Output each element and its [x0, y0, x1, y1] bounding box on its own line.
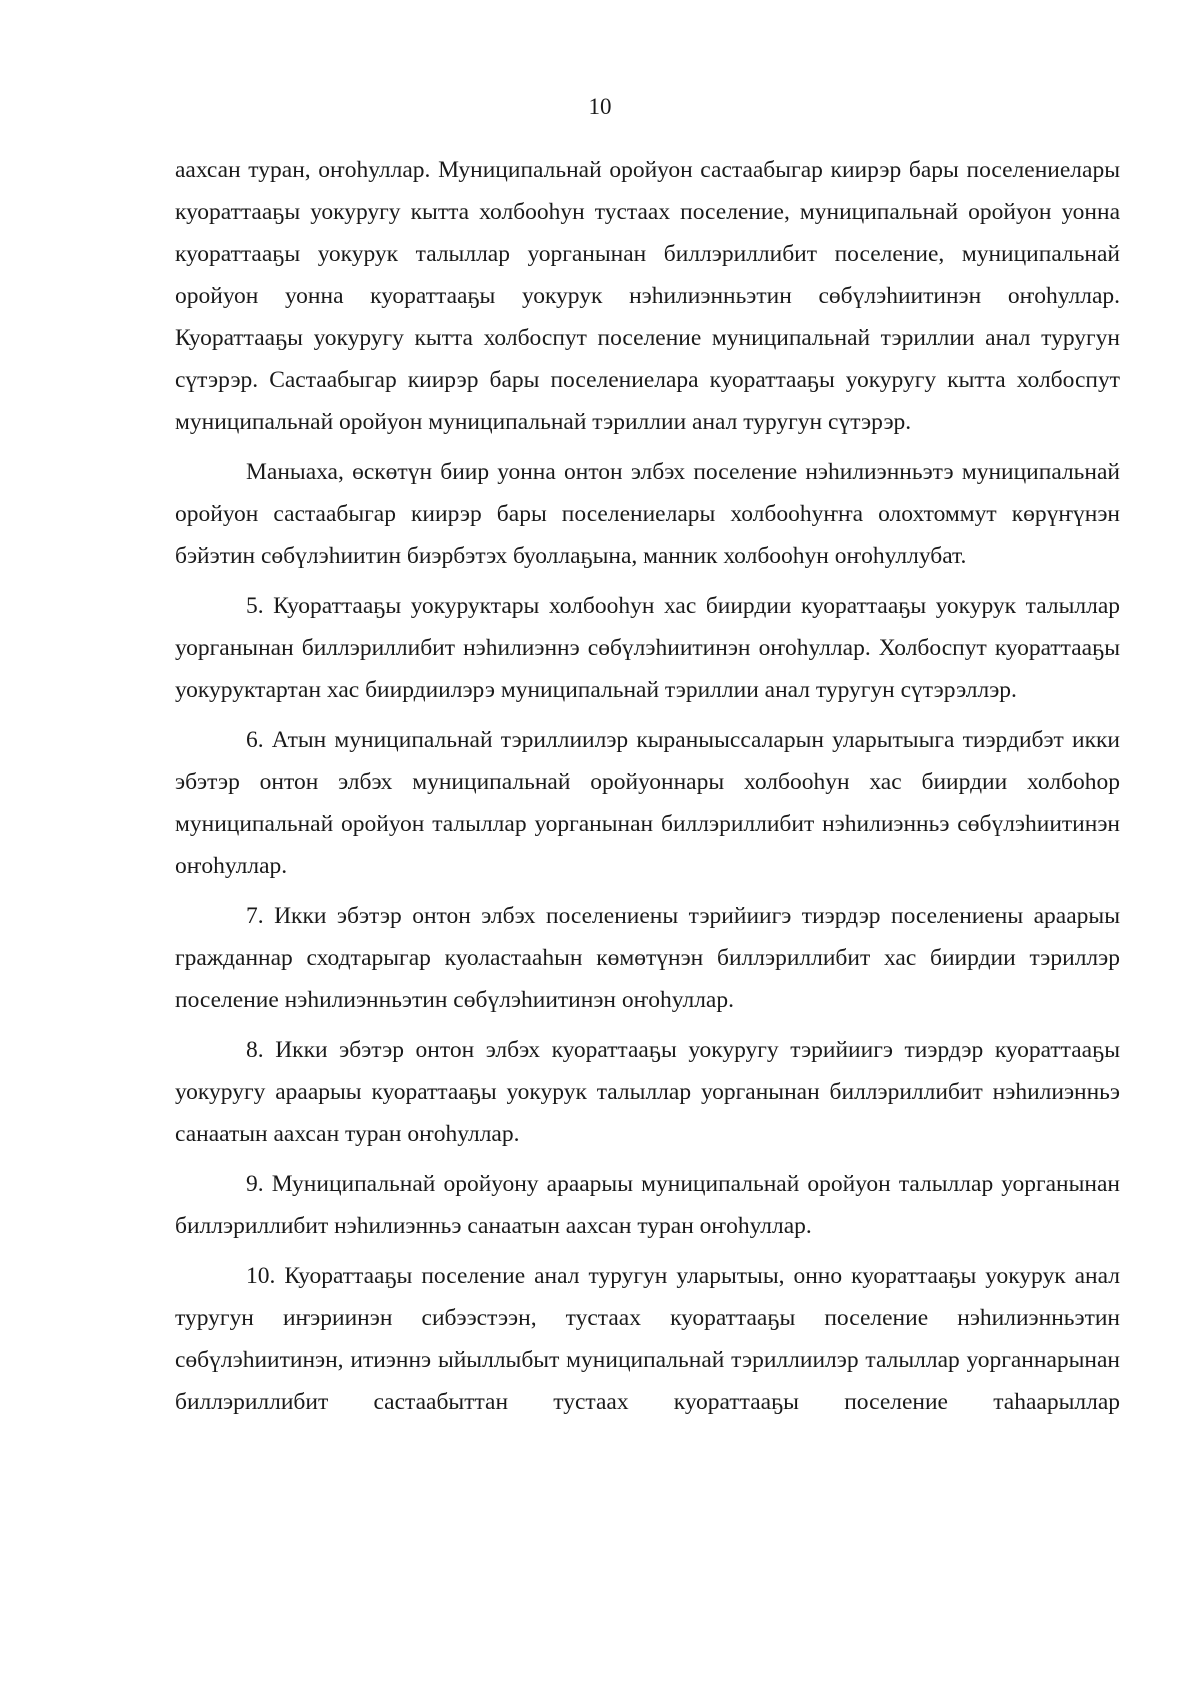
document-body: [175, 149, 1120, 1423]
paragraph-item-9: 9. Муниципальнай оройуону араарыы муниципальнай оройуон талыллар уорганынан биллэриллибит нэһилиэнньэ санаатын аахсан туран оҥоһуллар.: [175, 1171, 1120, 1239]
paragraph-item-8: 8. Икки эбэтэр онтон элбэх куораттааҕы уокуругу тэрийиигэ тиэрдэр куораттааҕы уокуругу араарыы куораттааҕы уокурук талыллар уорганынан биллэриллибит нэһилиэнньэ санаатын аахсан туран оҥоһуллар.: [175, 1037, 1120, 1147]
paragraph-item-5: 5. Куораттааҕы уокуруктары холбооһун хас биирдии куораттааҕы уокурук талыллар уорганынан биллэриллибит нэһилиэннэ сөбүлэһиитинэн оҥоһуллар. Холбоспут куораттааҕы уокуруктартан хас биирдиилэрэ муниципальнай тэриллии анал туругун сүтэрэллэр.: [175, 593, 1120, 703]
paragraph-item-10: 10. Куораттааҕы поселение анал туругун уларытыы, онно куораттааҕы уокурук анал туругун иҥэриинэн сибээстээн, тустаах куораттааҕы поселение нэһилиэнньэтин сөбүлэһиитинэн, итиэннэ ыйыллыбыт муниципальнай тэриллиилэр талыллар уорганнарынан биллэриллибит састаабыттан тустаах куораттааҕы поселение таһаарыллар: [175, 1263, 1120, 1415]
page-number: 10: [588, 94, 612, 119]
paragraph-note: Маныаха, өскөтүн биир уонна онтон элбэх поселение нэһилиэнньэтэ муниципальнай оройуон састаабыгар киирэр бары поселениелары холбооһуҥҥа олохтоммут көрүҥүнэн бэйэтин сөбүлэһиитин биэрбэтэх буоллаҕына, манник холбооһун оҥоһуллубат.: [175, 459, 1120, 569]
paragraph-continuation: аахсан туран, оҥоһуллар. Муниципальнай оройуон састаабыгар киирэр бары поселениелары куораттааҕы уокуругу кытта холбооһун тустаах поселение, муниципальнай оройуон уонна куораттааҕы уокурук талыллар уорганынан биллэриллибит поселение, муниципальнай оройуон уонна куораттааҕы уокурук нэһилиэнньэтин сөбүлэһиитинэн оҥоһуллар. Куораттааҕы уокуругу кытта холбоспут поселение муниципальнай тэриллии анал туругун сүтэрэр. Састаабыгар киирэр бары поселениелара куораттааҕы уокуругу кытта холбоспут муниципальнай оройуон муниципальнай тэриллии анал туругун сүтэрэр.: [175, 157, 1120, 435]
paragraph-item-6: 6. Атын муниципальнай тэриллиилэр кыраныыссаларын уларытыыга тиэрдибэт икки эбэтэр онтон элбэх муниципальнай оройуоннары холбооһун хас биирдии холбоһор муниципальнай оройуон талыллар уорганынан биллэриллибит нэһилиэнньэ сөбүлэһиитинэн оҥоһуллар.: [175, 727, 1120, 879]
paragraph-item-7: 7. Икки эбэтэр онтон элбэх поселениены тэрийиигэ тиэрдэр поселениены араарыы гражданнар сходтарыгар куоластааһын көмөтүнэн биллэриллибит хас биирдии тэриллэр поселение нэһилиэнньэтин сөбүлэһиитинэн оҥоһуллар.: [175, 903, 1120, 1013]
